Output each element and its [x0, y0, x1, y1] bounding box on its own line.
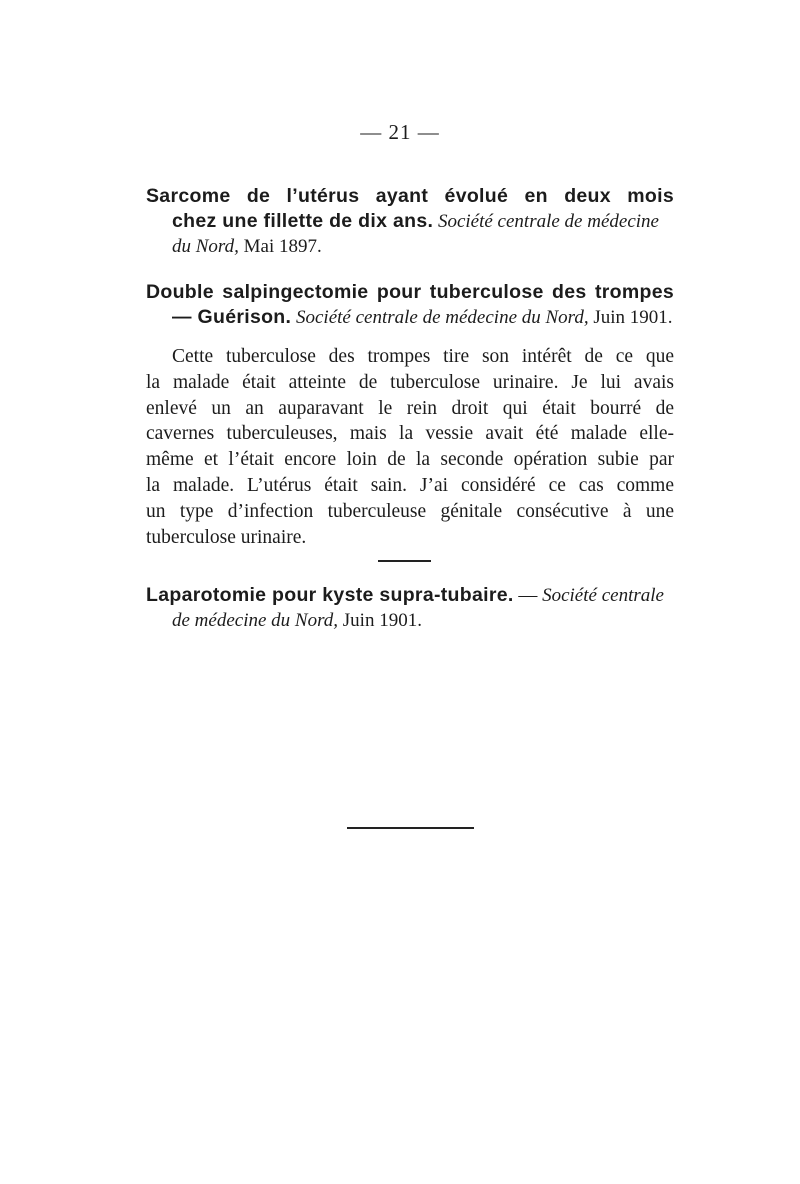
page-number: — 21 —: [360, 120, 440, 144]
paragraph-line: un type d’infection tuberculeuse génitale consécutive à une: [146, 500, 674, 522]
bibliography-entry-sarcome: [146, 184, 674, 259]
paragraph-line: tuberculose urinaire.: [146, 526, 307, 548]
paragraph-line: la malade. L’utérus était sain. J’ai considéré ce cas comme: [146, 474, 674, 496]
entry-title-continuation: [146, 209, 674, 234]
entry-source: Société centrale de médecine du Nord,: [295, 307, 589, 328]
paragraph-line: cavernes tuberculeuses, mais la vessie avait été malade elle-: [146, 423, 674, 445]
entry-date: Juin 1901.: [342, 610, 422, 631]
entry-title-line: Sarcome de l’utérus ayant évolué en deux mois: [146, 185, 674, 207]
entry-source: Société centrale: [542, 585, 664, 606]
entry-source-line: [146, 608, 674, 633]
entry-date: Juin 1901.: [593, 307, 673, 328]
paragraph-line: Cette tuberculose des trompes tire son intérêt de ce que: [172, 346, 674, 367]
paragraph-line: enlevé un an auparavant le rein droit qui était bourré de: [146, 397, 674, 419]
entry-title-line: Laparotomie pour kyste supra-tubaire.: [146, 584, 514, 606]
entry-title-line: — Guérison.: [172, 306, 292, 328]
paragraph-line: même et l’était encore loin de la seconde opération subie par: [146, 449, 674, 471]
entry-source: Société centrale de médecine: [437, 211, 659, 232]
entry-description-paragraph: [146, 344, 674, 550]
entry-title-row: [146, 583, 674, 608]
entry-date: Mai 1897.: [243, 236, 322, 257]
entry-title-line: Double salpingectomie pour tuberculose des trompes: [146, 281, 674, 303]
entry-dash: —: [518, 585, 538, 606]
paragraph-line: la malade était atteinte de tuberculose urinaire. Je lui avais: [146, 371, 674, 393]
entry-title-continuation: [146, 305, 674, 330]
entry-title-line: chez une fillette de dix ans.: [172, 210, 434, 232]
bibliography-entry-laparotomie: [146, 583, 674, 633]
section-divider: [378, 560, 431, 562]
entry-source: de médecine du Nord,: [172, 610, 339, 631]
bibliography-entry-salpingectomie: [146, 280, 674, 330]
entry-source-line: [146, 234, 674, 259]
end-divider: [347, 827, 474, 829]
entry-source: du Nord,: [172, 236, 239, 257]
